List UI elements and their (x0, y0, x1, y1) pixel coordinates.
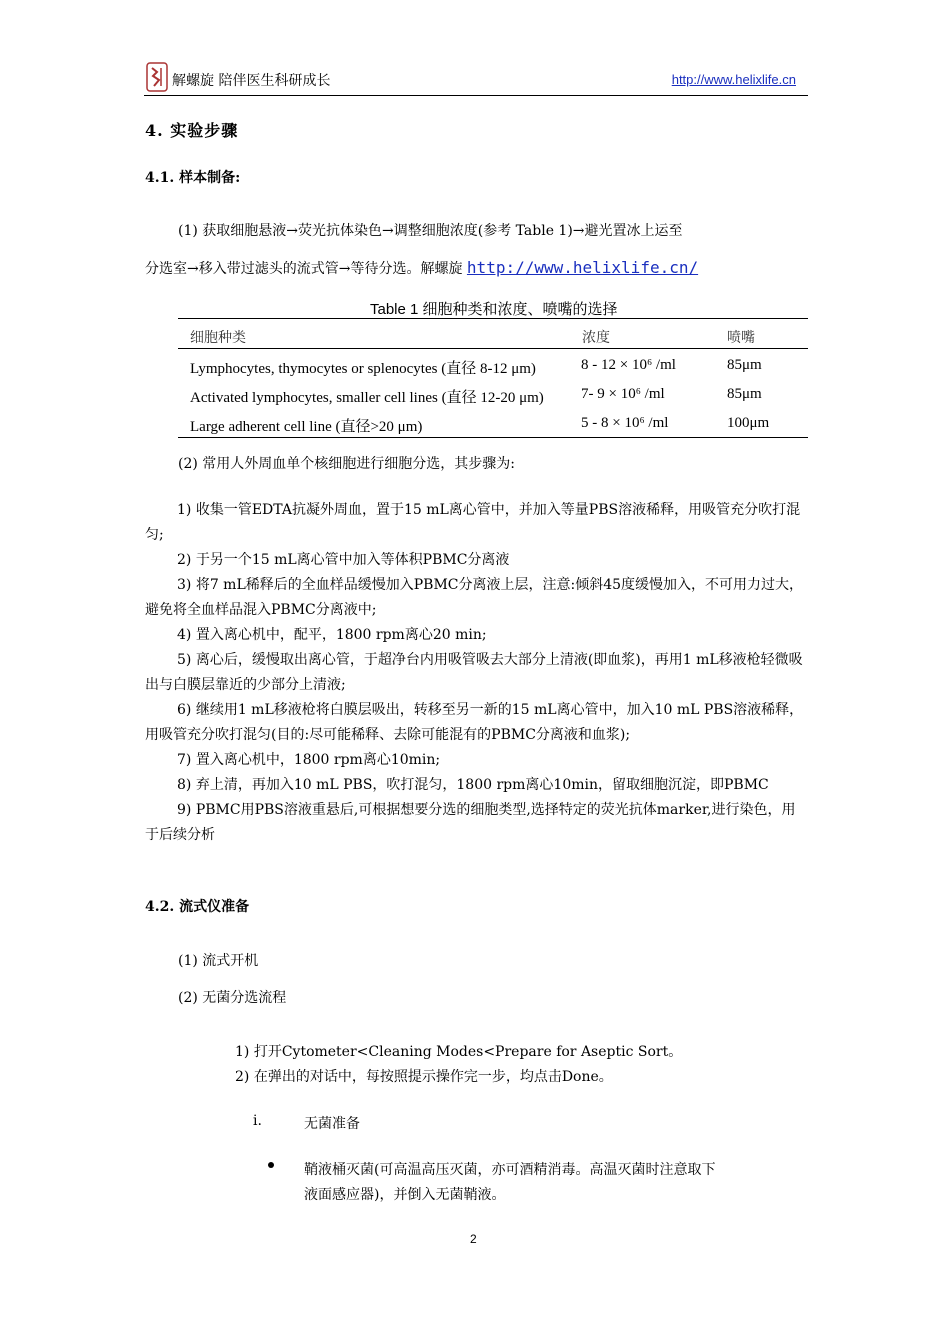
table-row-3-conc: 5 - 8 × 10⁶ /ml (581, 415, 669, 431)
bullet-line-2: 液面感应器)，并倒入无菌鞘液。 (304, 1187, 506, 1203)
table-header-type: 细胞种类 (190, 330, 246, 346)
table-header-rule (178, 348, 808, 349)
table-row-2-nozzle: 85μm (727, 386, 762, 402)
pbmc-step-8: 8) 弃上清，再加入10 mL PBS，吹打混匀，1800 rpm离心10min，留取细胞沉淀，即PBMC (177, 777, 769, 793)
table-row-2-conc: 7- 9 × 10⁶ /ml (581, 386, 665, 402)
para1-line2-text: 分选室→移入带过滤头的流式管→等待分选。解螺旋 (145, 261, 467, 277)
table-row-3-type: Large adherent cell line (直径>20 μm) (190, 419, 423, 435)
para1-line1: (1) 获取细胞悬液→荧光抗体染色→调整细胞浓度(参考 Table 1)→避光置冰上运至 (178, 223, 683, 239)
table-top-rule (178, 318, 808, 319)
pbmc-step-3: 3) 将7 mL稀释后的全血样品缓慢加入PBMC分离液上层，注意:倾斜45度缓慢加入，不可用力过大，避免将全血样品混入PBMC分离液中; (145, 577, 804, 618)
pbmc-step-5: 5) 离心后，缓慢取出离心管，于超净台内用吸管吸去大部分上清液(即血浆)，再用1 mL移液枪轻微吸出与白膜层靠近的少部分上清液; (145, 652, 803, 693)
para1-line2 (145, 258, 698, 278)
subsection-title-4-1: 4.1. 样本制备: (145, 170, 241, 186)
table-header-nozzle: 喷嘴 (727, 330, 755, 346)
roman-item-i: 无菌准备 (304, 1116, 360, 1132)
header-brand: 解螺旋 陪伴医生科研成长 (172, 73, 331, 89)
helix-logo-icon (146, 62, 168, 92)
table-row-1-conc: 8 - 12 × 10⁶ /ml (581, 357, 676, 373)
header-rule (144, 95, 808, 96)
bullet-dot-icon (268, 1162, 274, 1168)
pbmc-step-1: 1) 收集一管EDTA抗凝外周血，置于15 mL离心管中，并加入等量PBS溶液稀释，用吸管充分吹打混匀; (145, 502, 801, 543)
helixlife-link[interactable]: http://www.helixlife.cn/ (466, 258, 699, 277)
pbmc-step-2: 2) 于另一个15 mL离心管中加入等体积PBMC分离液 (177, 552, 510, 568)
aseptic-substep-2: 2) 在弹出的对话中，每按照提示操作完一步，均点击Done。 (235, 1069, 613, 1085)
table-row-2-type: Activated lymphocytes, smaller cell lines (直径 12-20 μm) (190, 390, 544, 406)
table-row-3-nozzle: 100μm (727, 415, 770, 431)
page-number: 2 (470, 1232, 477, 1246)
subsection-title-4-2: 4.2. 流式仪准备 (145, 899, 250, 915)
pbmc-steps (145, 498, 809, 848)
item-cytometer-on: (1) 流式开机 (178, 953, 259, 969)
pbmc-step-4: 4) 置入离心机中，配平，1800 rpm离心20 min; (177, 627, 487, 643)
table-header-conc: 浓度 (582, 330, 610, 346)
section-title: 4. 实验步骤 (145, 121, 239, 140)
table-bottom-rule (178, 437, 808, 438)
aseptic-substep-1: 1) 打开Cytometer<Cleaning Modes<Prepare for Aseptic Sort。 (235, 1044, 683, 1060)
table-row-1-type: Lymphocytes, thymocytes or splenocytes (直径 8-12 μm) (190, 361, 536, 377)
item-aseptic-sort: (2) 无菌分选流程 (178, 990, 287, 1006)
pbmc-step-7: 7) 置入离心机中，1800 rpm离心10min; (177, 752, 441, 768)
table-caption: Table 1 细胞种类和浓度、喷嘴的选择 (370, 301, 618, 318)
pbmc-intro: (2) 常用人外周血单个核细胞进行细胞分选，其步骤为: (178, 456, 515, 472)
roman-marker-i: i. (253, 1113, 262, 1129)
pbmc-step-9: 9) PBMC用PBS溶液重悬后,可根据想要分选的细胞类型,选择特定的荧光抗体marker,进行染色，用于后续分析 (145, 802, 796, 843)
table-row-1-nozzle: 85μm (727, 357, 762, 373)
bullet-line-1: 鞘液桶灭菌(可高温高压灭菌，亦可酒精消毒。高温灭菌时注意取下 (304, 1162, 716, 1178)
header-url-link[interactable]: http://www.helixlife.cn (671, 72, 796, 87)
pbmc-step-6: 6) 继续用1 mL移液枪将白膜层吸出，转移至另一新的15 mL离心管中，加入10 mL PBS溶液稀释，用吸管充分吹打混匀(目的:尽可能稀释、去除可能混有的PBMC分离液和血浆); (145, 702, 804, 743)
